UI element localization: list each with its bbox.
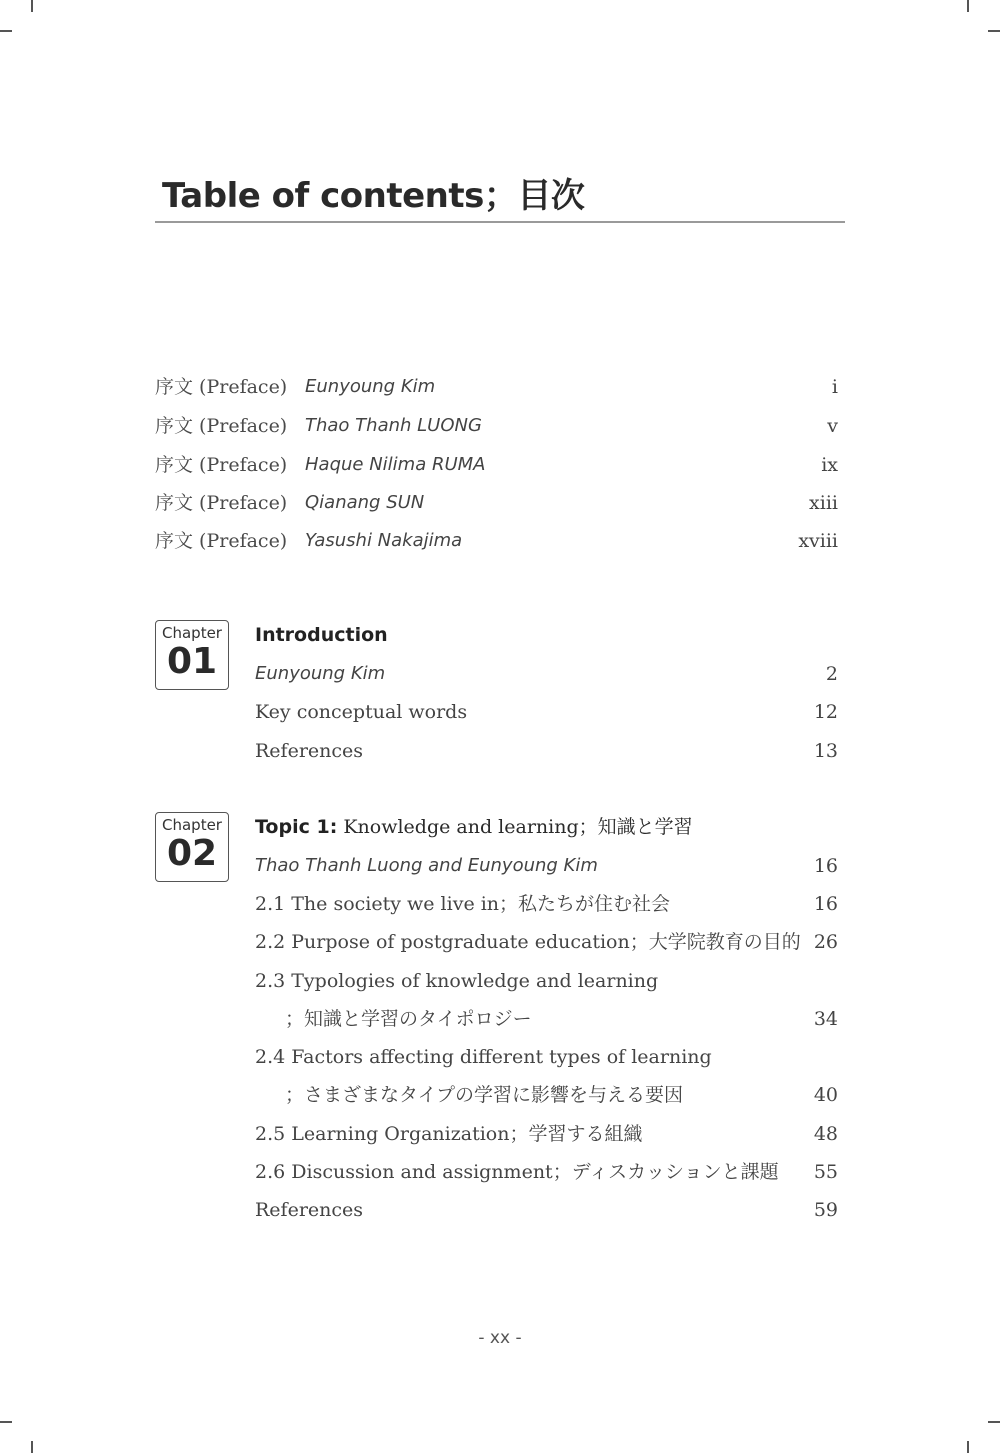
chapter-number: 02: [166, 833, 218, 874]
chapter-word: Chapter: [162, 816, 222, 834]
toc-entry: 2.4 Factors affecting different types of learning: [255, 1046, 712, 1068]
title-underline: [155, 221, 845, 223]
crop-mark-bottom-left-v: [31, 1441, 33, 1453]
toc-row[interactable]: [0, 965, 1000, 997]
chapter-word: Chapter: [162, 624, 222, 642]
preface-label: 序文 (Preface): [155, 454, 288, 476]
toc-row[interactable]: [0, 1079, 1000, 1111]
preface-label: 序文 (Preface): [155, 530, 288, 552]
crop-mark-bottom-right-v: [967, 1441, 969, 1453]
toc-entry-continuation: ；さまざまなタイプの学習に影響を与える要因: [285, 1084, 684, 1106]
preface-row[interactable]: [0, 487, 1000, 519]
page-number: xiii: [809, 492, 838, 514]
crop-mark-bottom-right-h: [988, 1421, 1000, 1423]
chapter-author: Eunyoung Kim: [255, 663, 386, 684]
toc-row[interactable]: [0, 1194, 1000, 1226]
toc-entry: 2.1 The society we live in；私たちが住む社会: [255, 893, 671, 915]
page-number: 16: [813, 893, 838, 915]
page-title: Table of contents；目次: [162, 176, 585, 216]
chapter-heading: [255, 811, 693, 843]
chapter-heading-row[interactable]: [0, 619, 1000, 651]
preface-row[interactable]: [0, 371, 1000, 403]
crop-mark-top-left-v: [31, 0, 33, 12]
chapter-heading-bold: Topic 1:: [255, 816, 338, 838]
toc-row[interactable]: [0, 1003, 1000, 1035]
preface-author: Qianang SUN: [305, 492, 425, 513]
page-folio: - xx -: [478, 1328, 522, 1348]
toc-entry: 2.3 Typologies of knowledge and learning: [255, 970, 659, 992]
page-number: v: [827, 415, 838, 437]
toc-row[interactable]: [0, 1118, 1000, 1150]
preface-author: Yasushi Nakajima: [305, 530, 463, 551]
crop-mark-bottom-left-h: [0, 1421, 12, 1423]
chapter-number: 01: [166, 641, 218, 682]
page-number: 12: [813, 701, 838, 723]
preface-label: 序文 (Preface): [155, 492, 288, 514]
page-number: 55: [813, 1161, 838, 1183]
toc-row[interactable]: [0, 735, 1000, 767]
toc-row[interactable]: [0, 1156, 1000, 1188]
preface-author: Eunyoung Kim: [305, 376, 436, 397]
toc-row[interactable]: [0, 658, 1000, 690]
toc-entry: References: [255, 740, 364, 762]
crop-mark-top-left-h: [0, 30, 12, 32]
preface-author: Thao Thanh LUONG: [305, 415, 482, 436]
toc-entry: References: [255, 1199, 364, 1221]
toc-entry: 2.6 Discussion and assignment；ディスカッションと課題: [255, 1161, 779, 1183]
toc-entry: Key conceptual words: [255, 701, 468, 723]
preface-row[interactable]: [0, 525, 1000, 557]
page-number: 34: [813, 1008, 838, 1030]
preface-row[interactable]: [0, 410, 1000, 442]
toc-entry: 2.2 Purpose of postgraduate education；大学院教育の目的: [255, 931, 801, 953]
preface-label: 序文 (Preface): [155, 376, 288, 398]
page-number: 26: [813, 931, 838, 953]
page-number: 2: [825, 663, 838, 685]
preface-author: Haque Nilima RUMA: [305, 454, 486, 475]
chapter-heading-rest: Knowledge and learning；知識と学習: [337, 816, 693, 838]
toc-row[interactable]: [0, 888, 1000, 920]
toc-row[interactable]: [0, 926, 1000, 958]
crop-mark-top-right-h: [988, 30, 1000, 32]
page-number: ix: [821, 454, 838, 476]
preface-label: 序文 (Preface): [155, 415, 288, 437]
toc-row[interactable]: [0, 1041, 1000, 1073]
toc-entry-continuation: ；知識と学習のタイポロジー: [285, 1008, 532, 1030]
toc-row[interactable]: [0, 850, 1000, 882]
page-number: 59: [813, 1199, 838, 1221]
crop-mark-top-right-v: [967, 0, 969, 12]
page-number: 48: [813, 1123, 838, 1145]
chapter-author: Thao Thanh Luong and Eunyoung Kim: [255, 855, 598, 876]
toc-row[interactable]: [0, 696, 1000, 728]
chapter-heading-bold: Introduction: [255, 624, 388, 646]
toc-entry: 2.5 Learning Organization；学習する組織: [255, 1123, 643, 1145]
chapter-heading-row[interactable]: [0, 811, 1000, 843]
page-number: 13: [813, 740, 838, 762]
page-number: 40: [813, 1084, 838, 1106]
chapter-heading: [255, 619, 388, 651]
page-number: xviii: [798, 530, 838, 552]
page-number: i: [831, 376, 838, 398]
preface-row[interactable]: [0, 449, 1000, 481]
page-number: 16: [813, 855, 838, 877]
